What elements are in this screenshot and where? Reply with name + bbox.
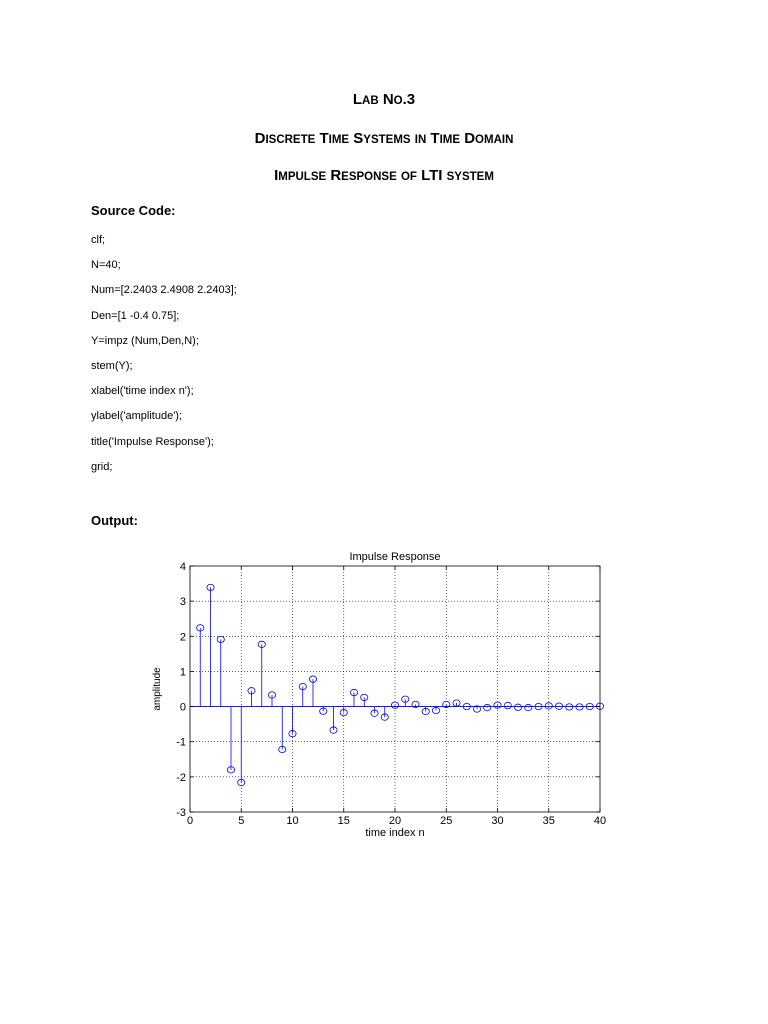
heading-segment-small: SYSTEM bbox=[446, 171, 494, 183]
heading-segment-cap: LTI bbox=[416, 167, 443, 184]
y-tick-label: 2 bbox=[179, 631, 186, 644]
code-line: grid; bbox=[91, 460, 113, 473]
code-line: clf; bbox=[91, 234, 106, 246]
code-line: xlabel('time index n'); bbox=[91, 385, 194, 398]
code-line: Num=[2.2403 2.4908 2.2403]; bbox=[91, 284, 237, 297]
heading-segment-cap: L bbox=[352, 91, 363, 108]
heading-segment-small: MPULSE bbox=[278, 171, 327, 183]
impulse-response-chart bbox=[140, 540, 620, 850]
heading-segment-cap: .3 bbox=[402, 91, 416, 108]
heading-segment-cap: D bbox=[254, 130, 266, 147]
heading-segment-small: IME bbox=[328, 134, 350, 146]
code-line: N=40; bbox=[91, 259, 121, 272]
y-tick-label: 4 bbox=[179, 561, 186, 573]
x-axis-label: time index n bbox=[365, 827, 425, 839]
y-tick-label: 3 bbox=[179, 596, 186, 609]
code-line: ylabel('amplitude'); bbox=[91, 410, 183, 423]
heading-segment-small: IN bbox=[414, 134, 427, 146]
x-tick-label: 10 bbox=[286, 815, 299, 827]
code-line: Y=impz (Num,Den,N); bbox=[91, 334, 199, 347]
x-tick-label: 25 bbox=[440, 815, 453, 827]
heading-segment-small: AB bbox=[362, 95, 379, 107]
heading-segment-small: OMAIN bbox=[475, 134, 514, 146]
heading-segment-cap: T bbox=[315, 130, 329, 147]
x-tick-label: 35 bbox=[542, 815, 555, 827]
x-tick-label: 30 bbox=[491, 815, 504, 827]
y-tick-label: 1 bbox=[179, 666, 186, 679]
heading-segment-cap: R bbox=[326, 167, 342, 184]
y-tick-label: 0 bbox=[179, 701, 186, 714]
heading-segment-small: YSTEMS bbox=[363, 134, 411, 146]
y-tick-label: -1 bbox=[176, 736, 186, 749]
source-code-heading: Source Code: bbox=[91, 203, 176, 218]
chart-title: Impulse Response bbox=[349, 551, 441, 563]
lab-subtitle bbox=[0, 130, 768, 148]
y-tick-label: -2 bbox=[176, 771, 186, 784]
x-tick-label: 20 bbox=[388, 815, 402, 827]
code-line: title('Impulse Response'); bbox=[91, 435, 214, 448]
heading-segment-small: O bbox=[393, 95, 403, 107]
heading-segment-small: OF bbox=[400, 171, 417, 183]
y-axis-label: amplitude bbox=[152, 667, 163, 711]
heading-segment-cap: T bbox=[426, 130, 440, 147]
code-line: stem(Y); bbox=[91, 360, 133, 372]
heading-segment-cap: D bbox=[460, 130, 476, 147]
y-tick-label: -3 bbox=[176, 807, 186, 819]
lab-title bbox=[0, 91, 768, 109]
heading-segment-cap: N bbox=[378, 91, 394, 108]
heading-segment-cap: I bbox=[274, 167, 279, 184]
x-tick-label: 40 bbox=[593, 815, 607, 827]
x-tick-label: 5 bbox=[238, 815, 245, 827]
heading-segment-cap: S bbox=[349, 130, 364, 147]
heading-segment-small: ISCRETE bbox=[265, 134, 316, 146]
code-line: Den=[1 -0.4 0.75]; bbox=[91, 309, 180, 322]
heading-segment-small: IME bbox=[439, 134, 461, 146]
output-heading: Output: bbox=[91, 513, 138, 528]
x-tick-label: 15 bbox=[337, 815, 350, 827]
x-tick-label: 0 bbox=[186, 815, 194, 827]
lab-topic bbox=[0, 167, 768, 185]
heading-segment-small: ESPONSE bbox=[341, 171, 397, 183]
